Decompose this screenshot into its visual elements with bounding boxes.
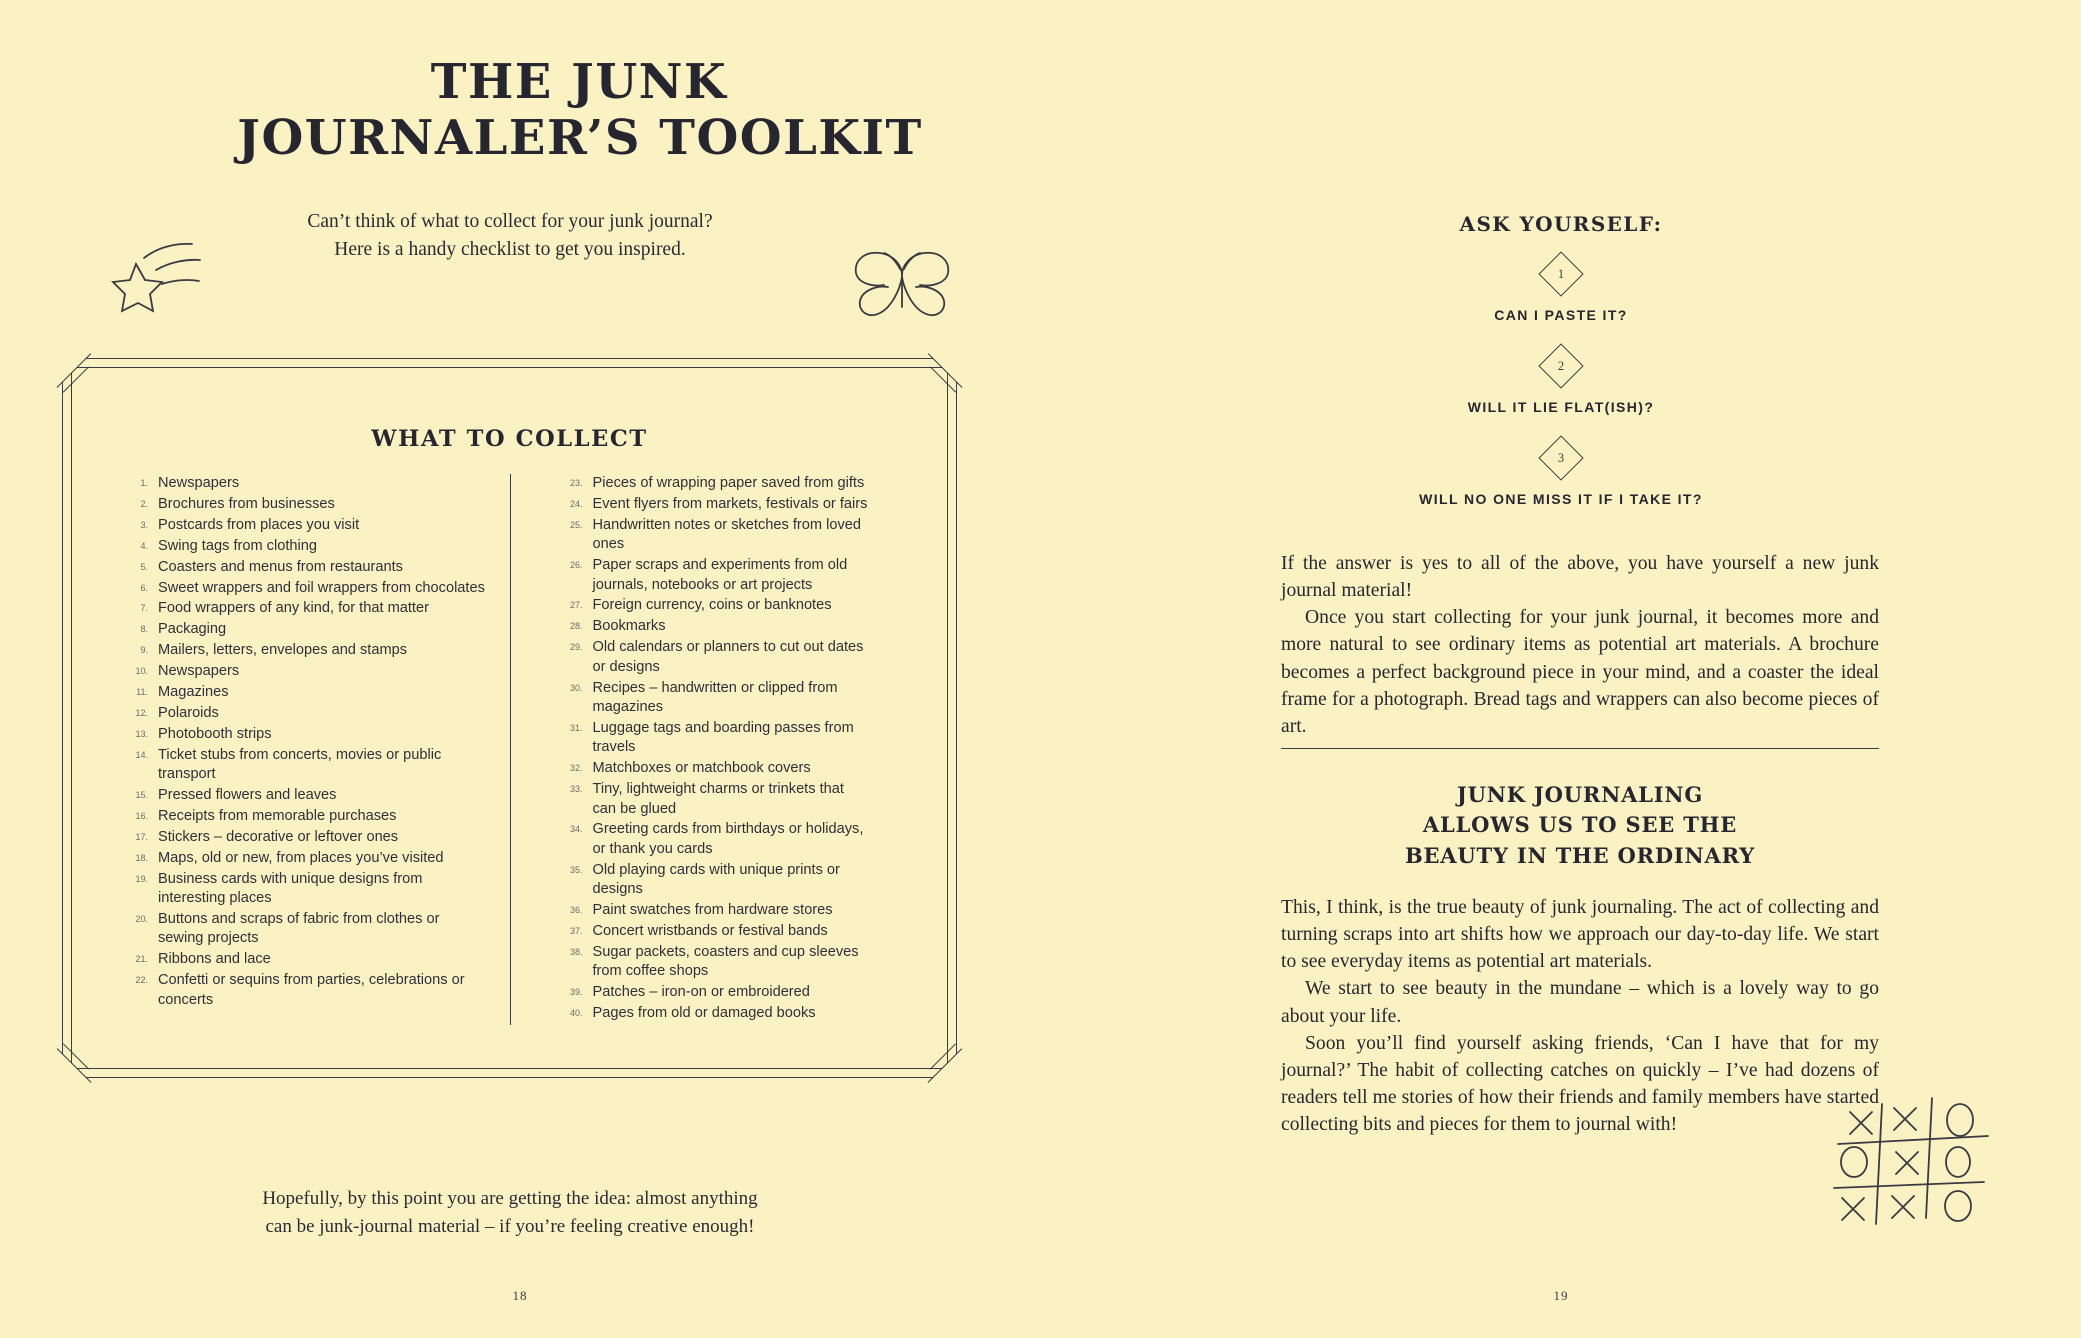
list-item-number: 34. <box>569 824 583 835</box>
list-item-label: Luggage tags and boarding passes from travels <box>592 719 854 756</box>
list-item-number: 8. <box>140 624 148 635</box>
list-item-label: Receipts from memorable purchases <box>158 808 397 824</box>
list-item-number: 16. <box>135 811 148 821</box>
list-item-number: 11. <box>136 687 148 698</box>
list-item-number: 22. <box>135 975 148 986</box>
left-page <box>0 0 1040 1338</box>
list-item <box>124 495 486 514</box>
list-item-label: Matchboxes or matchbook covers <box>592 760 811 777</box>
step-label-1: CAN I PASTE IT? <box>1494 307 1628 323</box>
list-item-label: Maps, old or new, from places you’ve visited <box>158 849 444 866</box>
step-number-1: 1 <box>1557 267 1565 281</box>
shooting-star-icon <box>100 240 210 335</box>
list-item-number: 17. <box>135 831 148 842</box>
list-item <box>559 759 872 778</box>
list-item <box>124 579 486 598</box>
step-number-3: 3 <box>1557 451 1565 465</box>
page-number-left: 18 <box>512 1288 528 1303</box>
list-item-label: Concert wristbands or festival bands <box>592 922 828 939</box>
list-item-label: Confetti or sequins from parties, celebrations or concerts <box>158 972 465 1008</box>
diamond-1-icon <box>1538 251 1583 296</box>
list-item-number: 39. <box>569 987 583 998</box>
butterfly-icon <box>840 245 965 340</box>
list-item <box>559 983 872 1002</box>
list-item <box>124 558 486 577</box>
tic-tac-toe-icon <box>1820 1090 2010 1245</box>
list-item <box>124 474 486 493</box>
list-item-number: 28. <box>569 621 583 632</box>
list-item <box>559 596 872 615</box>
list-item-number: 30. <box>569 682 583 693</box>
what-to-collect-box <box>62 358 957 1078</box>
list-item <box>124 971 486 1010</box>
list-item-label: Mailers, letters, envelopes and stamps <box>158 642 408 659</box>
list-item-number: 33. <box>569 784 583 795</box>
list-item <box>559 1004 872 1023</box>
list-item-label: Pages from old or damaged books <box>592 1005 816 1022</box>
list-item-number: 24. <box>569 498 583 509</box>
diamond-3-icon <box>1538 435 1583 480</box>
list-item-number: 21. <box>135 954 148 965</box>
list-item-label: Newspapers <box>158 475 240 491</box>
list-item <box>124 516 486 535</box>
list-item <box>124 725 486 744</box>
list-item-number: 31. <box>569 722 583 733</box>
list-item <box>124 599 486 618</box>
title-line-2: JOURNALER’S TOOLKIT <box>237 109 923 166</box>
list-item-label: Food wrappers of any kind, for that matter <box>158 600 429 617</box>
list-item-label: Pressed flowers and leaves <box>158 787 337 804</box>
list-item-label: Business cards with unique designs from interesting places <box>158 870 423 907</box>
paragraph-1b: Once you start collecting for your junk journal, it becomes more and more natural to see ordinary items as potential art materials. A brochure becomes a perfect background piece in your mind, and a coaster the ideal frame for a photograph. Bread tags and wrappers can also become pieces of art. <box>1281 607 1879 737</box>
list-item-number: 2. <box>140 498 148 509</box>
list-item <box>559 719 872 758</box>
list-item-number: 9. <box>140 645 148 656</box>
list-item <box>559 943 872 982</box>
list-item-label: Bookmarks <box>592 618 666 635</box>
list-item <box>559 820 872 859</box>
list-item-number: 5. <box>140 561 148 572</box>
list-item-label: Ticket stubs from concerts, movies or public transport <box>158 746 442 783</box>
list-item-label: Buttons and scraps of fabric from clothes or sewing projects <box>158 911 440 947</box>
list-item-label: Paint swatches from hardware stores <box>592 902 833 919</box>
list-item-label: Patches – iron-on or embroidered <box>592 984 810 1001</box>
list-item <box>124 620 486 639</box>
list-item-label: Magazines <box>158 684 229 701</box>
list-item-number: 26. <box>569 560 583 571</box>
list-item-label: Ribbons and lace <box>158 951 271 968</box>
list-item <box>124 910 486 949</box>
list-item <box>559 556 872 595</box>
body-paragraph-group-2 <box>1281 894 1879 1138</box>
paragraph-1a: If the answer is yes to all of the above, you have yourself a new junk journal material! <box>1281 553 1879 602</box>
list-item <box>124 828 486 847</box>
step-label-2: WILL IT LIE FLAT(ISH)? <box>1467 399 1655 415</box>
footer-note-line-1: Hopefully, by this point you are getting the idea: almost anything <box>262 1188 758 1209</box>
list-item-label: Photobooth strips <box>158 725 272 742</box>
list-item-label: Event flyers from markets, festivals or fairs <box>592 495 868 512</box>
box-title: WHAT TO COLLECT <box>371 426 648 452</box>
list-item-label: Newspapers <box>158 663 240 680</box>
list-item <box>124 786 486 805</box>
list-item <box>124 662 486 681</box>
list-item-number: 1. <box>140 478 148 488</box>
list-item-label: Pieces of wrapping paper saved from gifts <box>592 475 865 491</box>
subtitle-line-2: Here is a handy checklist to get you inspired. <box>334 239 686 261</box>
list-item-number: 15. <box>135 790 148 801</box>
list-item <box>124 849 486 868</box>
paragraph-2a: This, I think, is the true beauty of junk journaling. The act of collecting and turning scraps into art shifts how we approach our day-to-day life. We start to see everyday items as potential art materials. <box>1281 897 1879 973</box>
list-item-label: Paper scraps and experiments from old journals, notebooks or art projects <box>592 557 848 593</box>
list-item-number: 20. <box>135 914 148 925</box>
pull-quote <box>1281 780 1879 871</box>
list-item-label: Stickers – decorative or leftover ones <box>158 828 399 845</box>
list-item-number: 37. <box>569 925 583 936</box>
subtitle <box>200 208 820 265</box>
list-item <box>559 516 872 555</box>
paragraph-2b: We start to see beauty in the mundane – which is a lovely way to go about your life. <box>1281 978 1879 1027</box>
list-item-number: 6. <box>140 582 148 593</box>
list-item <box>124 870 486 909</box>
pull-quote-line-2: ALLOWS US TO SEE THE <box>1422 812 1738 838</box>
list-item <box>124 746 486 785</box>
list-item-number: 23. <box>569 478 583 488</box>
list-item-number: 10. <box>135 666 148 677</box>
list-item <box>559 638 872 677</box>
list-item <box>559 922 872 941</box>
list-item-number: 32. <box>569 763 583 774</box>
checklist-column-left <box>124 474 510 1025</box>
page-title <box>190 55 970 166</box>
ask-step-3 <box>1041 442 2081 507</box>
divider <box>1281 748 1879 749</box>
list-item-label: Recipes – handwritten or clipped from magazines <box>592 679 838 715</box>
pull-quote-line-3: BEAUTY IN THE ORDINARY <box>1404 842 1756 868</box>
list-item-number: 40. <box>569 1008 583 1019</box>
list-item-number: 19. <box>135 873 148 884</box>
list-item-number: 18. <box>135 852 148 863</box>
list-item-label: Greeting cards from birthdays or holidays, or thank you cards <box>592 821 864 857</box>
list-item <box>124 683 486 702</box>
list-item-number: 27. <box>569 600 583 611</box>
ask-yourself-heading: ASK YOURSELF: <box>1459 212 1663 236</box>
list-item <box>124 641 486 660</box>
ask-step-1 <box>1041 258 2081 323</box>
list-item-label: Tiny, lightweight charms or trinkets that can be glued <box>592 781 844 817</box>
list-item-label: Handwritten notes or sketches from loved ones <box>592 516 861 553</box>
checklist-column-right <box>510 474 896 1025</box>
list-item <box>124 807 486 826</box>
ask-step-2 <box>1041 350 2081 415</box>
list-item-number: 13. <box>135 728 148 739</box>
checklist-columns <box>124 474 895 1025</box>
list-item <box>124 704 486 723</box>
list-item <box>124 537 486 556</box>
list-item <box>559 901 872 920</box>
list-item-number: 35. <box>569 864 583 875</box>
list-item-number: 36. <box>569 905 583 916</box>
list-item-label: Brochures from businesses <box>158 495 335 512</box>
list-item-label: Postcards from places you visit <box>158 516 360 533</box>
title-line-1: THE JUNK <box>430 54 728 110</box>
body-paragraph-group-1 <box>1281 550 1879 740</box>
list-item <box>559 780 872 819</box>
list-item-label: Foreign currency, coins or banknotes <box>592 597 832 614</box>
list-item-number: 7. <box>140 603 148 614</box>
page-number-right: 19 <box>1553 1288 1569 1303</box>
list-item-label: Sweet wrappers and foil wrappers from chocolates <box>158 579 485 596</box>
list-item-number: 25. <box>569 519 583 530</box>
list-item-label: Packaging <box>158 621 227 638</box>
footer-note <box>160 1185 860 1240</box>
list-item-label: Old calendars or planners to cut out dates or designs <box>592 639 864 675</box>
list-item <box>559 495 872 514</box>
list-item-label: Sugar packets, coasters and cup sleeves from coffee shops <box>592 943 859 980</box>
list-item-label: Polaroids <box>158 704 219 721</box>
list-item <box>559 617 872 636</box>
list-item <box>559 679 872 718</box>
list-item-number: 12. <box>135 707 148 718</box>
diamond-2-icon <box>1538 343 1583 388</box>
list-item-number: 29. <box>569 642 583 653</box>
paragraph-2c: Soon you’ll find yourself asking friends, ‘Can I have that for my journal?’ The habit of collecting catches on quickly – I’ve had dozens of readers tell me stories of how their friends and family members have started collecting bits and pieces for them to journal with! <box>1281 1032 1879 1135</box>
footer-note-line-2: can be junk-journal material – if you’re feeling creative enough! <box>265 1215 755 1237</box>
list-item-number: 38. <box>569 946 583 957</box>
list-item <box>559 474 872 493</box>
step-label-3: WILL NO ONE MISS IT IF I TAKE IT? <box>1419 491 1703 507</box>
list-item <box>124 950 486 969</box>
list-item-number: 3. <box>140 519 148 530</box>
step-number-2: 2 <box>1557 359 1565 373</box>
list-item-label: Old playing cards with unique prints or designs <box>592 861 840 898</box>
subtitle-line-1: Can’t think of what to collect for your junk journal? <box>307 211 713 232</box>
pull-quote-line-1: JUNK JOURNALING <box>1456 782 1704 807</box>
list-item-number: 14. <box>135 749 148 760</box>
list-item <box>559 861 872 900</box>
list-item-label: Coasters and menus from restaurants <box>158 558 403 575</box>
list-item-label: Swing tags from clothing <box>158 537 317 554</box>
list-item-number: 4. <box>140 540 148 551</box>
